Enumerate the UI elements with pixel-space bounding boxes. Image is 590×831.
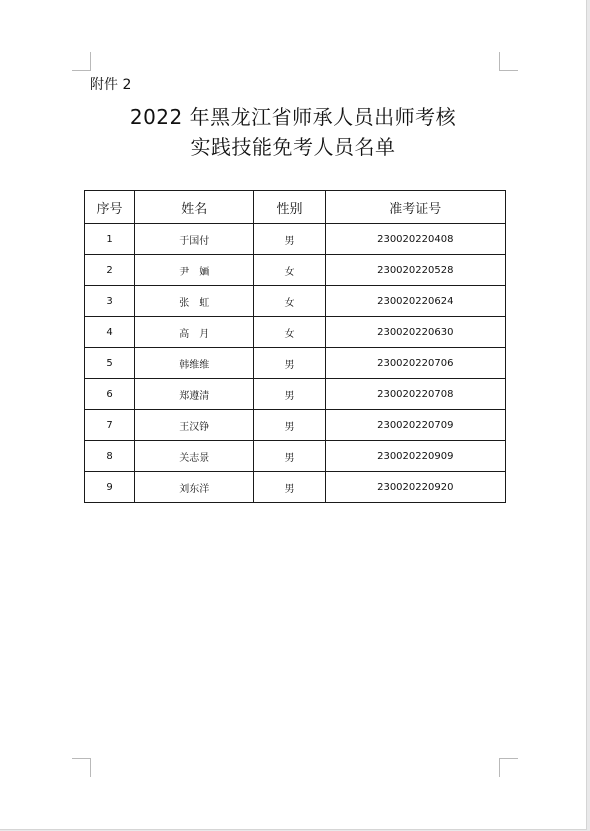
cell-gender: 男 [254,410,325,441]
cell-ticket-number: 230020220528 [325,255,505,286]
table-row [85,441,506,472]
table-row [85,379,506,410]
cell-gender: 男 [254,472,325,503]
cell-name: 郑遵清 [135,379,254,410]
header-seq: 序号 [85,191,135,224]
cell-ticket-number: 230020220920 [325,472,505,503]
cell-seq: 6 [85,379,135,410]
table-row [85,410,506,441]
table-row [85,286,506,317]
table-row [85,255,506,286]
crop-mark-top-left [72,52,91,71]
cell-ticket-number: 230020220909 [325,441,505,472]
header-name: 姓名 [135,191,254,224]
cell-seq: 2 [85,255,135,286]
cell-seq: 4 [85,317,135,348]
cell-name: 于国付 [135,224,254,255]
cell-ticket-number: 230020220709 [325,410,505,441]
cell-seq: 8 [85,441,135,472]
crop-mark-bottom-left [72,758,91,777]
cell-name: 张 虹 [135,286,254,317]
table-row [85,472,506,503]
document-title-line-1: 2022 年黑龙江省师承人员出师考核 [129,105,457,129]
cell-gender: 男 [254,379,325,410]
header-ticket-number: 准考证号 [325,191,505,224]
cell-gender: 女 [254,317,325,348]
cell-ticket-number: 230020220408 [325,224,505,255]
cell-name: 关志景 [135,441,254,472]
document-title-line-2: 实践技能免考人员名单 [190,135,396,159]
cell-gender: 男 [254,224,325,255]
cell-seq: 9 [85,472,135,503]
cell-ticket-number: 230020220630 [325,317,505,348]
cell-seq: 1 [85,224,135,255]
crop-mark-bottom-right [499,758,518,777]
table-header-row [85,191,506,224]
cell-gender: 男 [254,441,325,472]
cell-seq: 3 [85,286,135,317]
cell-gender: 女 [254,255,325,286]
header-gender: 性别 [254,191,325,224]
attachment-label: 附件 2 [90,77,132,93]
cell-name: 王汉铮 [135,410,254,441]
table-row [85,224,506,255]
cell-name: 韩维维 [135,348,254,379]
exempt-personnel-table [84,190,506,503]
cell-ticket-number: 230020220706 [325,348,505,379]
cell-name: 刘东洋 [135,472,254,503]
cell-ticket-number: 230020220624 [325,286,505,317]
table-row [85,348,506,379]
crop-mark-top-right [499,52,518,71]
cell-seq: 5 [85,348,135,379]
cell-gender: 男 [254,348,325,379]
cell-gender: 女 [254,286,325,317]
cell-seq: 7 [85,410,135,441]
cell-name: 尹 婳 [135,255,254,286]
cell-ticket-number: 230020220708 [325,379,505,410]
table-row [85,317,506,348]
cell-name: 高 月 [135,317,254,348]
